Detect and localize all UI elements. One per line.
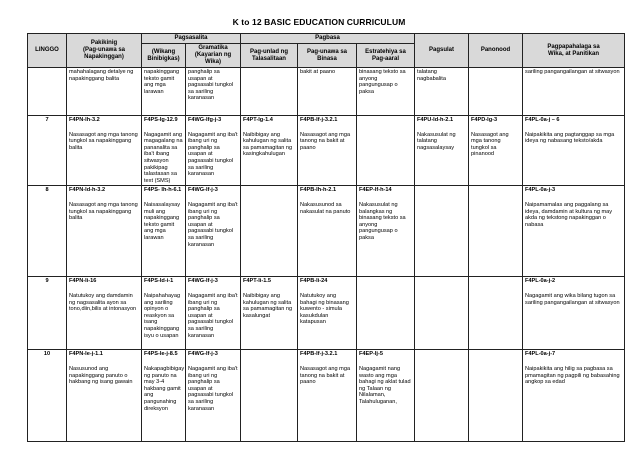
header-pagbasa: Pagbasa [241,34,415,44]
competency-text: Nakasusulat ng balangkas ng binasang teksto sa anyong pangungusap o paksa [359,201,406,241]
competency-text: Nagagamit nang wasto ang mga bahagi ng aklat tulad ng Talaan ng Nilalaman, Talahuluganan, [359,365,411,405]
competency-cell [241,350,298,442]
header-pakikinig-label: Pakikinig (Pag-unawa sa Napakinggan) [82,40,125,60]
curriculum-body [28,68,625,442]
spacer [243,125,295,132]
competency-cell [67,68,142,116]
competency-cell [67,350,142,442]
competency-cell [415,68,469,116]
week-number: 7 [28,116,67,186]
competency-text: bakit at paano [300,69,336,75]
header-pagpapahalaga-label: Pagpapahalaga sa Wika, at Panitikan [547,43,600,57]
competency-code: F4PN-Ie-j-1.1 [69,351,103,358]
spacer [417,125,466,132]
competency-code: F4PB-Ih-h-2.1 [300,187,337,194]
competency-cell [142,186,186,277]
competency-text: Naibibigay ang kahulugan ng salita sa pamamagitan ng kasingkahulugan [243,131,293,158]
competency-cell [357,68,415,116]
competency-text: Nasasagot ang mga tanong na bakit at paano [300,365,351,386]
spacer [525,286,622,293]
competency-cell [523,350,625,442]
spacer [525,195,622,202]
competency-code: F4WG-If-j-3 [188,351,218,358]
competency-code: F4PN-Ii-16 [69,278,97,285]
competency-code: F4WG-If-j-3 [188,278,218,285]
competency-code: F4PT-Ii-1.5 [243,278,271,285]
week-number [28,68,67,116]
competency-text: Nakapagbibigay ng panuto na may 3-4 hakbang gamit ang pangunahing direksyon [144,365,185,412]
competency-code: F4EP-If-h-14 [359,187,392,194]
competency-code: F4PN-Ih-3.2 [69,117,100,123]
competency-cell [298,350,357,442]
competency-cell [298,277,357,350]
competency-text: panghalip sa usapan at pagsasabi tungkol sa sariling karanasan [188,69,234,102]
table-row [28,277,625,350]
competency-cell [523,186,625,277]
competency-text: Natutukoy ang damdamin ng nagsasalita ayon sa tono,diin,bilis at intonasyon [69,292,137,313]
competency-cell [67,277,142,350]
spacer [359,359,412,366]
competency-code: F4PB-If-j-3.2.1 [300,117,338,123]
competency-text: Nagagamit ang iba't ibang uri ng panghalip sa usapan at pagsasabi tungkol sa sariling karanasan [188,131,238,178]
competency-text: mahahalagang detalye ng napakinggang balita [69,69,134,82]
competency-text: Nagagamit ang iba't ibang uri ng panghalip sa usapan at pagsasabi tungkol sa sariling karanasan [188,365,238,412]
competency-cell [298,116,357,186]
spacer [471,125,520,132]
competency-code: F4PD-Ig-3 [471,117,498,123]
competency-text: Naipamamalas ang paggalang sa ideya, damdamin at kultura ng may akda ng tekstong napakinggan o nabasa [525,201,613,228]
competency-cell [241,186,298,277]
competency-text: Naipahahayag ang sariling opinyon o reaskyon sa isang napakinggang isyu o usapan [144,292,181,339]
header-pakikinig [67,34,142,68]
competency-text: napakinggang teksto gamit ang mga larawan [144,69,180,95]
table-row [28,186,625,277]
competency-cell [142,68,186,116]
competency-cell [415,116,469,186]
competency-cell [142,116,186,186]
competency-cell [523,68,625,116]
competency-text: Natutukoy ang bahagi ng binasang kuwento - simula kasukdulan katapusan [300,292,349,326]
competency-cell [357,116,415,186]
table-row [28,116,625,186]
spacer [144,125,183,132]
spacer [69,359,139,366]
competency-text: Naisasalaysay muli ang napakinggang teksto gamit ang mga larawan [144,201,181,241]
header-pagpapahalaga [523,34,625,68]
spacer [300,359,354,366]
competency-cell [241,277,298,350]
competency-code: F4WG-Ifg-j-3 [188,117,222,123]
competency-code: F4PS-Ie-j-8.5 [144,351,178,358]
competency-cell [469,186,523,277]
competency-text: Nasasagot ang mga tanong tungkol sa napakinggang balita [69,131,138,151]
spacer [525,359,622,366]
competency-text: binasang teksto sa anyong pangungusap o paksa [359,69,406,95]
competency-cell [357,186,415,277]
week-number: 9 [28,277,67,350]
competency-cell [469,68,523,116]
competency-text: talatang nagbabalita [417,69,446,82]
header-pag-unlad [241,44,298,68]
spacer [188,359,238,366]
header-pag-unawa-binasa-label: Pag-unawa sa Binasa [306,48,347,62]
table-row [28,68,625,116]
competency-cell [523,277,625,350]
competency-text: Nasasagot ang mga tanong tungkol sa pinanood [471,131,509,158]
competency-code: F4PS- Ih-h-6.1 [144,187,182,194]
spacer [144,286,183,293]
header-estratehiya [357,44,415,68]
competency-code: F4PL-0a-j-2 [525,278,556,285]
week-number: 8 [28,186,67,277]
competency-text: sariling pangangailangan at sitwasyon [525,69,620,75]
competency-cell [298,68,357,116]
header-pagsasalita: Pagsasalita [142,34,241,44]
competency-text: Nasasagot ang mga tanong na bakit at paano [300,131,351,151]
competency-text: Nasusunod ang napakinggang panuto o hakbang ng isang gawain [69,365,133,386]
header-pag-unlad-label: Pag-unlad ng Talasalitaan [250,48,288,62]
spacer [69,286,139,293]
spacer [243,286,295,293]
competency-text: Nagagamit ang magagalang na pananalita sa iba't ibang sitwasyon pakikipag talastasan sa text (SMS) [144,131,183,184]
competency-text: Nagagamit ang iba't ibang uri ng panghalip sa usapan at pagsasabi tungkol sa sariling karanasan [188,201,238,248]
competency-cell [186,68,241,116]
spacer [144,359,183,366]
competency-cell [469,116,523,186]
competency-cell [67,186,142,277]
competency-code: F4PL-0a-j-3 [525,187,556,194]
spacer [525,125,622,132]
competency-cell [469,350,523,442]
header-wikang-binibigkas-label: (Wikang Binibigkas) [147,48,180,62]
competency-cell [186,277,241,350]
competency-cell [469,277,523,350]
competency-code: F4PL-0a-j-7 [525,351,556,358]
header-pagsulat: Pagsulat [415,34,469,68]
competency-cell [298,186,357,277]
competency-cell [415,277,469,350]
header-row-1 [28,34,625,44]
competency-cell [241,68,298,116]
competency-code: F4PN-Id-h-3.2 [69,187,106,194]
spacer [359,195,412,202]
competency-cell [142,277,186,350]
competency-cell [186,186,241,277]
week-number: 10 [28,350,67,442]
competency-cell [357,350,415,442]
competency-code: F4PB-If-j-3.2.1 [300,351,338,358]
competency-cell [142,350,186,442]
competency-code: F4PT-Ig-1.4 [243,117,273,123]
curriculum-table [27,33,625,442]
competency-text: Naipakikita ang pagtanggap sa mga ideya ng nabasang teksto/akda [525,131,615,145]
competency-text: Nagagamit ang wika bilang tugon sa sariling pangangailangan at sitwasyon [525,292,620,306]
spacer [188,125,238,132]
spacer [69,125,139,132]
header-gramatika [186,44,241,68]
spacer [188,195,238,202]
spacer [188,286,238,293]
header-pag-unawa-binasa [298,44,357,68]
spacer [69,195,139,202]
competency-text: Nagagamit ang iba't ibang uri ng panghalip sa usapan at pagsasabi tungkol sa sariling karanasan [188,292,238,339]
header-estratehiya-label: Estratehiya sa Pag-aaral [365,48,406,62]
competency-text: Naibibigay ang kahulugan ng salita sa pamamagitan ng kasalungat [243,292,293,319]
competency-cell [415,350,469,442]
competency-code: F4PS-Ig-12.9 [144,117,178,123]
competency-text: Nasasagot ang mga tanong tungkol sa napakinggang balita [69,201,138,222]
competency-cell [241,116,298,186]
table-row [28,350,625,442]
competency-cell [67,116,142,186]
competency-cell [357,277,415,350]
competency-code: F4PS-Id-i-1 [144,278,174,285]
spacer [300,195,354,202]
page-title: K to 12 BASIC EDUCATION CURRICULUM [232,17,406,27]
competency-cell [186,350,241,442]
competency-code: F4PL-0a-j – 6 [525,117,560,123]
competency-cell [523,116,625,186]
spacer [300,286,354,293]
competency-code: F4WG-If-j-3 [188,187,218,194]
header-panonood: Panonood [469,34,523,68]
header-gramatika-label: Gramatika (Kayarian ng Wika) [194,45,232,65]
competency-code: F4PB-Ii-24 [300,278,328,285]
competency-code: F4PU-Id-h-2.1 [417,117,454,123]
competency-text: Nakasusulat ng talatang nagsasalaysay [417,131,456,151]
competency-cell [186,116,241,186]
spacer [144,195,183,202]
header-lingguo: LINGGO [28,34,67,68]
competency-text: Naipakikita ang hilig sa pagbasa sa pmamagitan ng pagpili ng babasahing angkop sa edad [525,365,620,386]
header-wikang-binibigkas [142,44,186,68]
competency-text: Nakasusunod sa nakasulat na panuto [300,201,351,215]
competency-code: F4EP-Ij-5 [359,351,383,358]
spacer [300,125,354,132]
competency-cell [415,186,469,277]
